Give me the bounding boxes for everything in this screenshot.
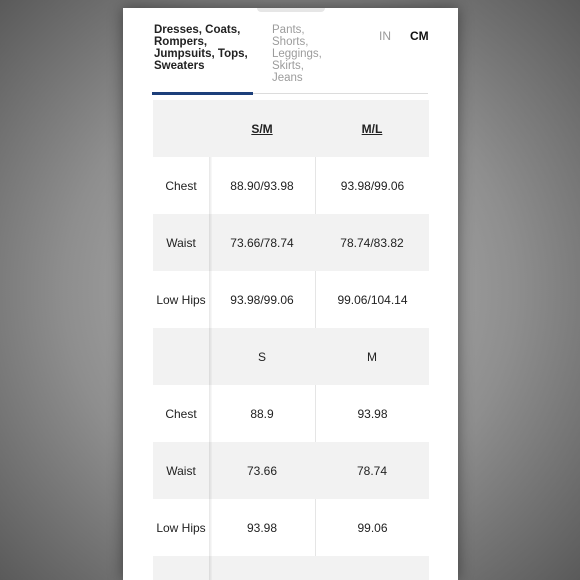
size-chart-panel (123, 8, 458, 580)
table-row (153, 271, 429, 328)
tab-pants-shorts[interactable]: Pants, Shorts, Leggings, Skirts, Jeans (272, 24, 322, 84)
measure-label: Low Hips (156, 520, 206, 535)
unit-toggle-in[interactable]: IN (379, 29, 391, 43)
measure-label: Waist (166, 235, 196, 250)
table-row (153, 385, 429, 442)
header-empty-cell (153, 328, 209, 385)
measure-value: 88.9 (250, 406, 274, 421)
measure-value: 78.74 (356, 463, 388, 478)
measure-value: 93.98/99.06 (230, 292, 294, 307)
size-header: S (257, 349, 266, 364)
measure-value: 93.98 (315, 385, 429, 442)
measure-value: 73.66 (246, 463, 278, 478)
measure-value: 88.90/93.98 (230, 178, 294, 193)
measure-value: 78.74/83.82 (340, 235, 404, 250)
table-row (153, 499, 429, 556)
notch (257, 8, 325, 12)
size-header: M (367, 349, 377, 364)
measure-value: 93.98 (246, 520, 278, 535)
size-header[interactable]: S/M (251, 121, 273, 136)
category-tabs (152, 24, 428, 96)
measure-value: 99.06 (315, 499, 429, 556)
measure-label: Waist (166, 463, 196, 478)
tab-dresses-coats[interactable]: Dresses, Coats, Rompers, Jumpsuits, Tops, Sweaters (154, 24, 248, 72)
measure-label: Low Hips (156, 292, 206, 307)
active-tab-indicator (152, 92, 253, 95)
measure-label: Chest (165, 406, 197, 421)
measure-value: 93.98/99.06 (315, 157, 429, 214)
table-header-row (153, 100, 429, 157)
size-table (153, 100, 429, 580)
table-row (153, 442, 429, 499)
table-header-row (153, 328, 429, 385)
top-bar (123, 8, 458, 20)
measure-label: Chest (165, 178, 197, 193)
table-row (153, 556, 429, 580)
header-empty-cell (153, 100, 209, 157)
unit-toggle-cm[interactable]: CM (410, 29, 429, 43)
measure-value: 73.66/78.74 (230, 235, 294, 250)
size-header[interactable]: M/L (361, 121, 383, 136)
column-shadow (209, 157, 212, 580)
measure-value: 99.06/104.14 (315, 271, 429, 328)
table-row (153, 157, 429, 214)
table-row (153, 214, 429, 271)
